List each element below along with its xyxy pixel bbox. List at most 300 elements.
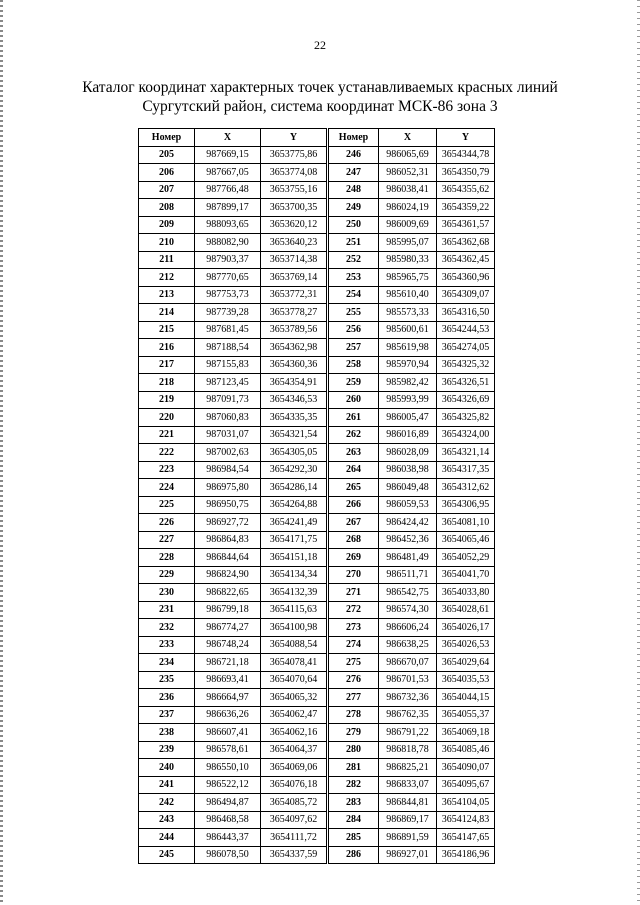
table-row bbox=[329, 794, 495, 812]
y-coordinate-cell: 3654055,37 bbox=[437, 706, 495, 724]
x-coordinate-cell: 986927,72 bbox=[195, 514, 261, 532]
header-y: Y bbox=[437, 129, 495, 147]
point-number-cell: 251 bbox=[329, 234, 379, 252]
table-header-row bbox=[139, 129, 327, 147]
point-number-cell: 285 bbox=[329, 829, 379, 847]
x-coordinate-cell: 986452,36 bbox=[379, 531, 437, 549]
coordinates-table-left bbox=[138, 128, 327, 864]
table-row bbox=[329, 374, 495, 392]
table-row bbox=[139, 444, 327, 462]
x-coordinate-cell: 986791,22 bbox=[379, 724, 437, 742]
table-row bbox=[329, 286, 495, 304]
y-coordinate-cell: 3654186,96 bbox=[437, 846, 495, 864]
point-number-cell: 213 bbox=[139, 286, 195, 304]
table-row bbox=[329, 216, 495, 234]
x-coordinate-cell: 986578,61 bbox=[195, 741, 261, 759]
point-number-cell: 217 bbox=[139, 356, 195, 374]
x-coordinate-cell: 985965,75 bbox=[379, 269, 437, 287]
point-number-cell: 234 bbox=[139, 654, 195, 672]
x-coordinate-cell: 986891,59 bbox=[379, 829, 437, 847]
table-row bbox=[329, 426, 495, 444]
x-coordinate-cell: 986833,07 bbox=[379, 776, 437, 794]
table-row bbox=[329, 829, 495, 847]
table-row bbox=[329, 479, 495, 497]
y-coordinate-cell: 3654316,50 bbox=[437, 304, 495, 322]
point-number-cell: 233 bbox=[139, 636, 195, 654]
point-number-cell: 210 bbox=[139, 234, 195, 252]
x-coordinate-cell: 986670,07 bbox=[379, 654, 437, 672]
y-coordinate-cell: 3654350,79 bbox=[437, 164, 495, 182]
table-row bbox=[139, 409, 327, 427]
table-row bbox=[329, 619, 495, 637]
y-coordinate-cell: 3654044,15 bbox=[437, 689, 495, 707]
point-number-cell: 212 bbox=[139, 269, 195, 287]
table-row bbox=[329, 654, 495, 672]
x-coordinate-cell: 986701,53 bbox=[379, 671, 437, 689]
x-coordinate-cell: 986638,25 bbox=[379, 636, 437, 654]
point-number-cell: 257 bbox=[329, 339, 379, 357]
y-coordinate-cell: 3654362,45 bbox=[437, 251, 495, 269]
y-coordinate-cell: 3654362,68 bbox=[437, 234, 495, 252]
table-row bbox=[329, 741, 495, 759]
y-coordinate-cell: 3654147,65 bbox=[437, 829, 495, 847]
table-row bbox=[329, 811, 495, 829]
y-coordinate-cell: 3654026,53 bbox=[437, 636, 495, 654]
x-coordinate-cell: 986844,64 bbox=[195, 549, 261, 567]
y-coordinate-cell: 3654325,32 bbox=[437, 356, 495, 374]
y-coordinate-cell: 3654306,95 bbox=[437, 496, 495, 514]
x-coordinate-cell: 985993,99 bbox=[379, 391, 437, 409]
y-coordinate-cell: 3654151,18 bbox=[261, 549, 327, 567]
table-row bbox=[329, 251, 495, 269]
y-coordinate-cell: 3654326,69 bbox=[437, 391, 495, 409]
x-coordinate-cell: 986825,21 bbox=[379, 759, 437, 777]
x-coordinate-cell: 987903,37 bbox=[195, 251, 261, 269]
table-row bbox=[329, 636, 495, 654]
point-number-cell: 253 bbox=[329, 269, 379, 287]
point-number-cell: 226 bbox=[139, 514, 195, 532]
y-coordinate-cell: 3654132,39 bbox=[261, 584, 327, 602]
y-coordinate-cell: 3653774,08 bbox=[261, 164, 327, 182]
table-row bbox=[329, 321, 495, 339]
table-row bbox=[329, 304, 495, 322]
y-coordinate-cell: 3654321,14 bbox=[437, 444, 495, 462]
x-coordinate-cell: 987766,48 bbox=[195, 181, 261, 199]
x-coordinate-cell: 987060,83 bbox=[195, 409, 261, 427]
table-row bbox=[329, 549, 495, 567]
x-coordinate-cell: 987899,17 bbox=[195, 199, 261, 217]
x-coordinate-cell: 986065,69 bbox=[379, 146, 437, 164]
point-number-cell: 247 bbox=[329, 164, 379, 182]
table-row bbox=[139, 601, 327, 619]
x-coordinate-cell: 986522,12 bbox=[195, 776, 261, 794]
table-row bbox=[329, 514, 495, 532]
point-number-cell: 267 bbox=[329, 514, 379, 532]
point-number-cell: 231 bbox=[139, 601, 195, 619]
y-coordinate-cell: 3654317,35 bbox=[437, 461, 495, 479]
table-row bbox=[139, 689, 327, 707]
y-coordinate-cell: 3654033,80 bbox=[437, 584, 495, 602]
x-coordinate-cell: 988082,90 bbox=[195, 234, 261, 252]
y-coordinate-cell: 3654041,70 bbox=[437, 566, 495, 584]
x-coordinate-cell: 986748,24 bbox=[195, 636, 261, 654]
x-coordinate-cell: 986762,35 bbox=[379, 706, 437, 724]
y-coordinate-cell: 3654065,32 bbox=[261, 689, 327, 707]
point-number-cell: 228 bbox=[139, 549, 195, 567]
x-coordinate-cell: 986443,37 bbox=[195, 829, 261, 847]
table-row bbox=[329, 339, 495, 357]
table-row bbox=[139, 181, 327, 199]
table-row bbox=[139, 566, 327, 584]
x-coordinate-cell: 986774,27 bbox=[195, 619, 261, 637]
x-coordinate-cell: 987669,15 bbox=[195, 146, 261, 164]
point-number-cell: 220 bbox=[139, 409, 195, 427]
x-coordinate-cell: 986818,78 bbox=[379, 741, 437, 759]
point-number-cell: 227 bbox=[139, 531, 195, 549]
x-coordinate-cell: 987091,73 bbox=[195, 391, 261, 409]
point-number-cell: 223 bbox=[139, 461, 195, 479]
table-row bbox=[139, 724, 327, 742]
y-coordinate-cell: 3654100,98 bbox=[261, 619, 327, 637]
y-coordinate-cell: 3654335,35 bbox=[261, 409, 327, 427]
y-coordinate-cell: 3654362,98 bbox=[261, 339, 327, 357]
table-row bbox=[329, 584, 495, 602]
point-number-cell: 270 bbox=[329, 566, 379, 584]
table-row bbox=[329, 706, 495, 724]
y-coordinate-cell: 3654062,47 bbox=[261, 706, 327, 724]
table-row bbox=[139, 619, 327, 637]
table-row bbox=[139, 199, 327, 217]
point-number-cell: 209 bbox=[139, 216, 195, 234]
x-coordinate-cell: 986636,26 bbox=[195, 706, 261, 724]
y-coordinate-cell: 3654028,61 bbox=[437, 601, 495, 619]
y-coordinate-cell: 3654274,05 bbox=[437, 339, 495, 357]
x-coordinate-cell: 985982,42 bbox=[379, 374, 437, 392]
table-row bbox=[329, 146, 495, 164]
point-number-cell: 207 bbox=[139, 181, 195, 199]
point-number-cell: 268 bbox=[329, 531, 379, 549]
point-number-cell: 264 bbox=[329, 461, 379, 479]
y-coordinate-cell: 3654035,53 bbox=[437, 671, 495, 689]
x-coordinate-cell: 986864,83 bbox=[195, 531, 261, 549]
point-number-cell: 273 bbox=[329, 619, 379, 637]
point-number-cell: 230 bbox=[139, 584, 195, 602]
point-number-cell: 263 bbox=[329, 444, 379, 462]
y-coordinate-cell: 3654062,16 bbox=[261, 724, 327, 742]
y-coordinate-cell: 3654171,75 bbox=[261, 531, 327, 549]
table-row bbox=[139, 286, 327, 304]
point-number-cell: 229 bbox=[139, 566, 195, 584]
point-number-cell: 271 bbox=[329, 584, 379, 602]
x-coordinate-cell: 987031,07 bbox=[195, 426, 261, 444]
table-row bbox=[329, 759, 495, 777]
table-row bbox=[139, 706, 327, 724]
point-number-cell: 237 bbox=[139, 706, 195, 724]
page-title bbox=[60, 78, 580, 116]
y-coordinate-cell: 3653714,38 bbox=[261, 251, 327, 269]
x-coordinate-cell: 986049,48 bbox=[379, 479, 437, 497]
x-coordinate-cell: 986494,87 bbox=[195, 794, 261, 812]
y-coordinate-cell: 3654090,07 bbox=[437, 759, 495, 777]
x-coordinate-cell: 986799,18 bbox=[195, 601, 261, 619]
y-coordinate-cell: 3653775,86 bbox=[261, 146, 327, 164]
point-number-cell: 269 bbox=[329, 549, 379, 567]
x-coordinate-cell: 985619,98 bbox=[379, 339, 437, 357]
y-coordinate-cell: 3654095,67 bbox=[437, 776, 495, 794]
x-coordinate-cell: 986481,49 bbox=[379, 549, 437, 567]
y-coordinate-cell: 3654359,22 bbox=[437, 199, 495, 217]
table-row bbox=[329, 531, 495, 549]
table-header-row bbox=[329, 129, 495, 147]
y-coordinate-cell: 3654088,54 bbox=[261, 636, 327, 654]
y-coordinate-cell: 3654085,46 bbox=[437, 741, 495, 759]
x-coordinate-cell: 987739,28 bbox=[195, 304, 261, 322]
header-number: Номер bbox=[329, 129, 379, 147]
y-coordinate-cell: 3654065,46 bbox=[437, 531, 495, 549]
x-coordinate-cell: 986542,75 bbox=[379, 584, 437, 602]
y-coordinate-cell: 3654064,37 bbox=[261, 741, 327, 759]
table-row bbox=[139, 776, 327, 794]
y-coordinate-cell: 3654115,63 bbox=[261, 601, 327, 619]
y-coordinate-cell: 3653700,35 bbox=[261, 199, 327, 217]
point-number-cell: 283 bbox=[329, 794, 379, 812]
point-number-cell: 279 bbox=[329, 724, 379, 742]
table-row bbox=[139, 531, 327, 549]
x-coordinate-cell: 986424,42 bbox=[379, 514, 437, 532]
x-coordinate-cell: 987681,45 bbox=[195, 321, 261, 339]
y-coordinate-cell: 3654361,57 bbox=[437, 216, 495, 234]
point-number-cell: 250 bbox=[329, 216, 379, 234]
y-coordinate-cell: 3654305,05 bbox=[261, 444, 327, 462]
table-row bbox=[139, 496, 327, 514]
x-coordinate-cell: 986468,58 bbox=[195, 811, 261, 829]
table-row bbox=[139, 479, 327, 497]
table-row bbox=[139, 846, 327, 864]
point-number-cell: 232 bbox=[139, 619, 195, 637]
y-coordinate-cell: 3654081,10 bbox=[437, 514, 495, 532]
point-number-cell: 254 bbox=[329, 286, 379, 304]
point-number-cell: 252 bbox=[329, 251, 379, 269]
y-coordinate-cell: 3654070,64 bbox=[261, 671, 327, 689]
point-number-cell: 249 bbox=[329, 199, 379, 217]
x-coordinate-cell: 986016,89 bbox=[379, 426, 437, 444]
x-coordinate-cell: 985610,40 bbox=[379, 286, 437, 304]
y-coordinate-cell: 3654241,49 bbox=[261, 514, 327, 532]
point-number-cell: 206 bbox=[139, 164, 195, 182]
scan-edge-left bbox=[0, 0, 3, 905]
point-number-cell: 240 bbox=[139, 759, 195, 777]
y-coordinate-cell: 3654321,54 bbox=[261, 426, 327, 444]
point-number-cell: 235 bbox=[139, 671, 195, 689]
y-coordinate-cell: 3654292,30 bbox=[261, 461, 327, 479]
table-row bbox=[329, 601, 495, 619]
table-row bbox=[329, 409, 495, 427]
table-row bbox=[139, 374, 327, 392]
table-row bbox=[139, 391, 327, 409]
point-number-cell: 255 bbox=[329, 304, 379, 322]
point-number-cell: 218 bbox=[139, 374, 195, 392]
x-coordinate-cell: 986664,97 bbox=[195, 689, 261, 707]
x-coordinate-cell: 985573,33 bbox=[379, 304, 437, 322]
point-number-cell: 277 bbox=[329, 689, 379, 707]
y-coordinate-cell: 3653755,16 bbox=[261, 181, 327, 199]
point-number-cell: 245 bbox=[139, 846, 195, 864]
x-coordinate-cell: 985995,07 bbox=[379, 234, 437, 252]
table-row bbox=[329, 444, 495, 462]
y-coordinate-cell: 3654309,07 bbox=[437, 286, 495, 304]
point-number-cell: 274 bbox=[329, 636, 379, 654]
y-coordinate-cell: 3654078,41 bbox=[261, 654, 327, 672]
x-coordinate-cell: 986052,31 bbox=[379, 164, 437, 182]
y-coordinate-cell: 3654052,29 bbox=[437, 549, 495, 567]
x-coordinate-cell: 986984,54 bbox=[195, 461, 261, 479]
y-coordinate-cell: 3654029,64 bbox=[437, 654, 495, 672]
point-number-cell: 266 bbox=[329, 496, 379, 514]
y-coordinate-cell: 3654355,62 bbox=[437, 181, 495, 199]
header-number: Номер bbox=[139, 129, 195, 147]
x-coordinate-cell: 986028,09 bbox=[379, 444, 437, 462]
y-coordinate-cell: 3653778,27 bbox=[261, 304, 327, 322]
table-row bbox=[139, 426, 327, 444]
y-coordinate-cell: 3654124,83 bbox=[437, 811, 495, 829]
x-coordinate-cell: 986574,30 bbox=[379, 601, 437, 619]
y-coordinate-cell: 3653620,12 bbox=[261, 216, 327, 234]
x-coordinate-cell: 986005,47 bbox=[379, 409, 437, 427]
y-coordinate-cell: 3653640,23 bbox=[261, 234, 327, 252]
x-coordinate-cell: 985970,94 bbox=[379, 356, 437, 374]
y-coordinate-cell: 3654069,18 bbox=[437, 724, 495, 742]
x-coordinate-cell: 986721,18 bbox=[195, 654, 261, 672]
title-line-2: Сургутский район, система координат МСК-86 зона 3 bbox=[142, 98, 498, 115]
point-number-cell: 272 bbox=[329, 601, 379, 619]
x-coordinate-cell: 987188,54 bbox=[195, 339, 261, 357]
table-row bbox=[329, 181, 495, 199]
table-row bbox=[329, 199, 495, 217]
point-number-cell: 281 bbox=[329, 759, 379, 777]
x-coordinate-cell: 987667,05 bbox=[195, 164, 261, 182]
table-row bbox=[329, 566, 495, 584]
x-coordinate-cell: 986009,69 bbox=[379, 216, 437, 234]
point-number-cell: 205 bbox=[139, 146, 195, 164]
point-number-cell: 260 bbox=[329, 391, 379, 409]
table-row bbox=[329, 269, 495, 287]
point-number-cell: 241 bbox=[139, 776, 195, 794]
x-coordinate-cell: 987123,45 bbox=[195, 374, 261, 392]
table-row bbox=[139, 251, 327, 269]
y-coordinate-cell: 3654354,91 bbox=[261, 374, 327, 392]
coordinates-table-right bbox=[328, 128, 495, 864]
y-coordinate-cell: 3654244,53 bbox=[437, 321, 495, 339]
table-row bbox=[139, 164, 327, 182]
table-row bbox=[139, 216, 327, 234]
point-number-cell: 246 bbox=[329, 146, 379, 164]
x-coordinate-cell: 985600,61 bbox=[379, 321, 437, 339]
table-row bbox=[329, 496, 495, 514]
y-coordinate-cell: 3654026,17 bbox=[437, 619, 495, 637]
y-coordinate-cell: 3654346,53 bbox=[261, 391, 327, 409]
table-row bbox=[139, 671, 327, 689]
x-coordinate-cell: 986024,19 bbox=[379, 199, 437, 217]
table-row bbox=[139, 794, 327, 812]
point-number-cell: 261 bbox=[329, 409, 379, 427]
point-number-cell: 208 bbox=[139, 199, 195, 217]
table-row bbox=[139, 584, 327, 602]
point-number-cell: 280 bbox=[329, 741, 379, 759]
table-row bbox=[139, 759, 327, 777]
table-row bbox=[139, 741, 327, 759]
table-row bbox=[139, 636, 327, 654]
y-coordinate-cell: 3654360,36 bbox=[261, 356, 327, 374]
x-coordinate-cell: 985980,33 bbox=[379, 251, 437, 269]
x-coordinate-cell: 986550,10 bbox=[195, 759, 261, 777]
point-number-cell: 276 bbox=[329, 671, 379, 689]
point-number-cell: 221 bbox=[139, 426, 195, 444]
point-number-cell: 284 bbox=[329, 811, 379, 829]
point-number-cell: 244 bbox=[139, 829, 195, 847]
y-coordinate-cell: 3654097,62 bbox=[261, 811, 327, 829]
point-number-cell: 214 bbox=[139, 304, 195, 322]
x-coordinate-cell: 986927,01 bbox=[379, 846, 437, 864]
table-row bbox=[329, 671, 495, 689]
header-y: Y bbox=[261, 129, 327, 147]
x-coordinate-cell: 986824,90 bbox=[195, 566, 261, 584]
x-coordinate-cell: 986606,24 bbox=[379, 619, 437, 637]
point-number-cell: 256 bbox=[329, 321, 379, 339]
y-coordinate-cell: 3654344,78 bbox=[437, 146, 495, 164]
y-coordinate-cell: 3654325,82 bbox=[437, 409, 495, 427]
point-number-cell: 282 bbox=[329, 776, 379, 794]
table-row bbox=[329, 776, 495, 794]
y-coordinate-cell: 3654069,06 bbox=[261, 759, 327, 777]
y-coordinate-cell: 3653789,56 bbox=[261, 321, 327, 339]
y-coordinate-cell: 3654104,05 bbox=[437, 794, 495, 812]
point-number-cell: 275 bbox=[329, 654, 379, 672]
y-coordinate-cell: 3654360,96 bbox=[437, 269, 495, 287]
x-coordinate-cell: 986078,50 bbox=[195, 846, 261, 864]
point-number-cell: 222 bbox=[139, 444, 195, 462]
table-row bbox=[329, 234, 495, 252]
table-row bbox=[329, 461, 495, 479]
table-row bbox=[139, 234, 327, 252]
x-coordinate-cell: 986607,41 bbox=[195, 724, 261, 742]
x-coordinate-cell: 986693,41 bbox=[195, 671, 261, 689]
x-coordinate-cell: 986869,17 bbox=[379, 811, 437, 829]
y-coordinate-cell: 3653769,14 bbox=[261, 269, 327, 287]
table-row bbox=[329, 356, 495, 374]
point-number-cell: 265 bbox=[329, 479, 379, 497]
table-row bbox=[139, 461, 327, 479]
x-coordinate-cell: 987155,83 bbox=[195, 356, 261, 374]
table-row bbox=[139, 654, 327, 672]
y-coordinate-cell: 3654264,88 bbox=[261, 496, 327, 514]
table-row bbox=[329, 689, 495, 707]
y-coordinate-cell: 3653772,31 bbox=[261, 286, 327, 304]
table-row bbox=[139, 304, 327, 322]
header-x: X bbox=[195, 129, 261, 147]
y-coordinate-cell: 3654076,18 bbox=[261, 776, 327, 794]
y-coordinate-cell: 3654111,72 bbox=[261, 829, 327, 847]
y-coordinate-cell: 3654085,72 bbox=[261, 794, 327, 812]
point-number-cell: 242 bbox=[139, 794, 195, 812]
y-coordinate-cell: 3654324,00 bbox=[437, 426, 495, 444]
point-number-cell: 239 bbox=[139, 741, 195, 759]
x-coordinate-cell: 987753,73 bbox=[195, 286, 261, 304]
point-number-cell: 286 bbox=[329, 846, 379, 864]
point-number-cell: 278 bbox=[329, 706, 379, 724]
x-coordinate-cell: 986975,80 bbox=[195, 479, 261, 497]
x-coordinate-cell: 987770,65 bbox=[195, 269, 261, 287]
point-number-cell: 258 bbox=[329, 356, 379, 374]
